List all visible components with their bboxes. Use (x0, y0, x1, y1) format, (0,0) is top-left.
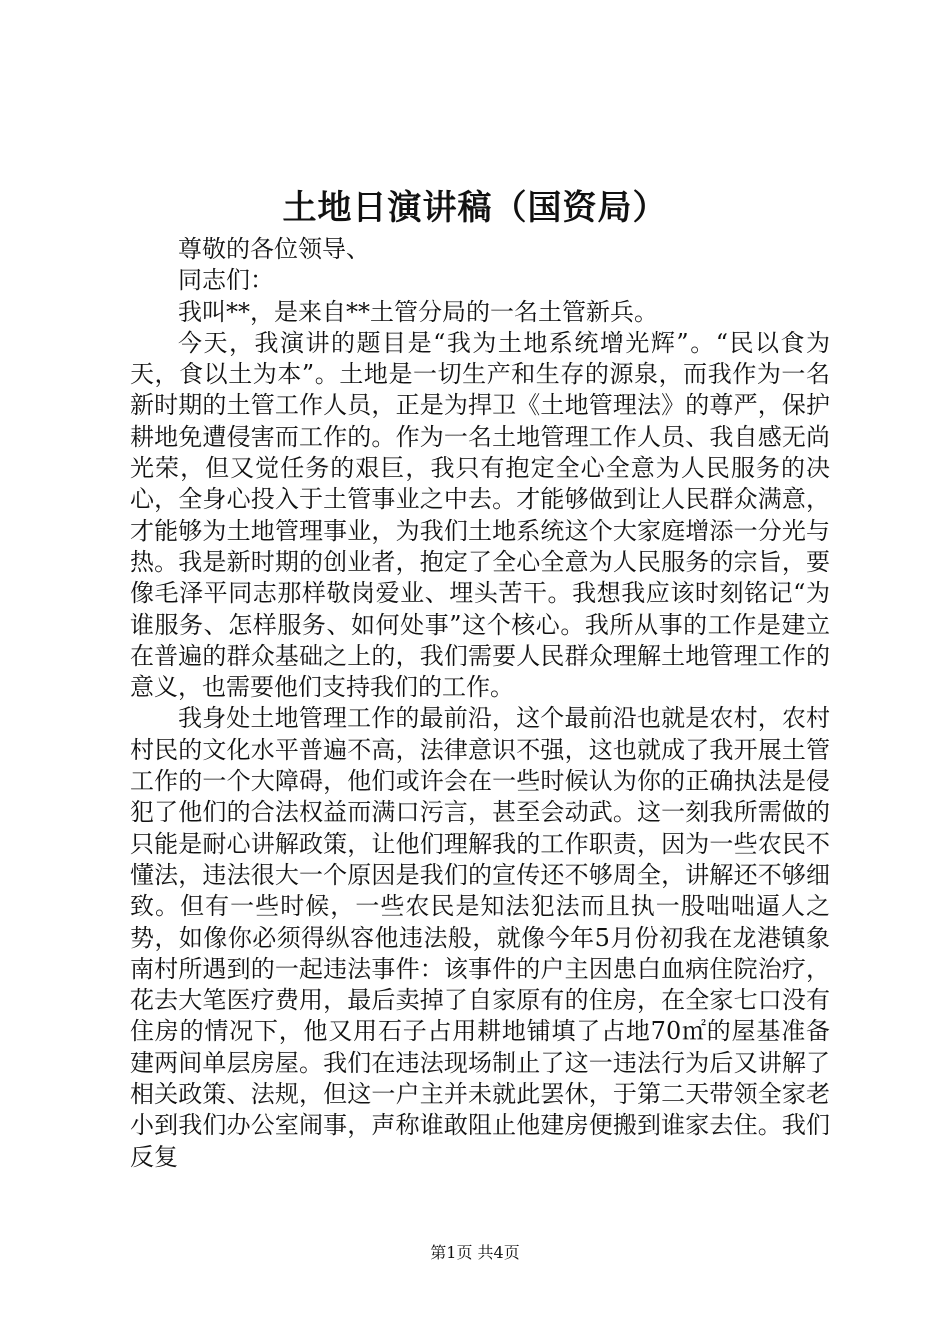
document-title: 土地日演讲稿（国资局） (282, 188, 668, 228)
salutation-line-1: 尊敬的各位领导、 (178, 235, 370, 263)
salutation-line-2: 同志们： (178, 266, 274, 295)
page-number-footer: 第1页 共4页 (430, 1243, 520, 1262)
paragraph-topic: 今天，我演讲的题目是“我为土地系统增光辉”。“民以食为天，食以土为本”。土地是一切生产和生存的源泉，而我作为一名新时期的土管工作人员，正是为捍卫《土地管理法》的尊严，保护耕地免遭侵害而工作的。作为一名土地管理工作人员、我自感无尚光荣，但又觉任务的艰巨，我只有抱定全心全意为人民服务的决心，全身心投入于土管事业之中去。才能够做到让人民群众满意，才能够为土地管理事业，为我们土地系统这个大家庭增添一分光与热。我是新时期的创业者，抱定了全心全意为人民服务的宗旨，要像毛泽平同志那样敬岗爱业、埋头苦干。我想我应该时刻铭记“为谁服务、怎样服务、如何处事”这个核心。我所从事的工作是建立在普遍的群众基础之上的，我们需要人民群众理解土地管理工作的意义，也需要他们支持我们的工作。 (130, 328, 830, 702)
document-body (130, 234, 830, 1173)
paragraph-introduction: 我叫**，是来自**土管分局的一名土管新兵。 (178, 297, 658, 326)
paragraph-frontline: 我身处土地管理工作的最前沿，这个最前沿也就是农村，农村村民的文化水平普遍不高，法律意识不强，这也就成了我开展土管工作的一个大障碍，他们或许会在一些时候认为你的正确执法是侵犯了他们的合法权益而满口污言，甚至会动武。这一刻我所需做的只能是耐心讲解政策，让他们理解我的工作职责，因为一些农民不懂法，违法很大一个原因是我们的宣传还不够周全，讲解还不够细致。但有一些时候，一些农民是知法犯法而且执一股咄咄逼人之势，如像你必须得纵容他违法般，就像今年5月份初我在龙港镇象南村所遇到的一起违法事件：该事件的户主因患白血病住院治疗，花去大笔医疗费用，最后卖掉了自家原有的住房，在全家七口没有住房的情况下，他又用石子占用耕地铺填了占地70㎡的屋基准备建两间单层房屋。我们在违法现场制止了这一违法行为后又讲解了相关政策、法规，但这一户主并未就此罢休，于第二天带领全家老小到我们办公室闹事，声称谁敢阻止他建房便搬到谁家去住。我们反复 (130, 704, 830, 1171)
